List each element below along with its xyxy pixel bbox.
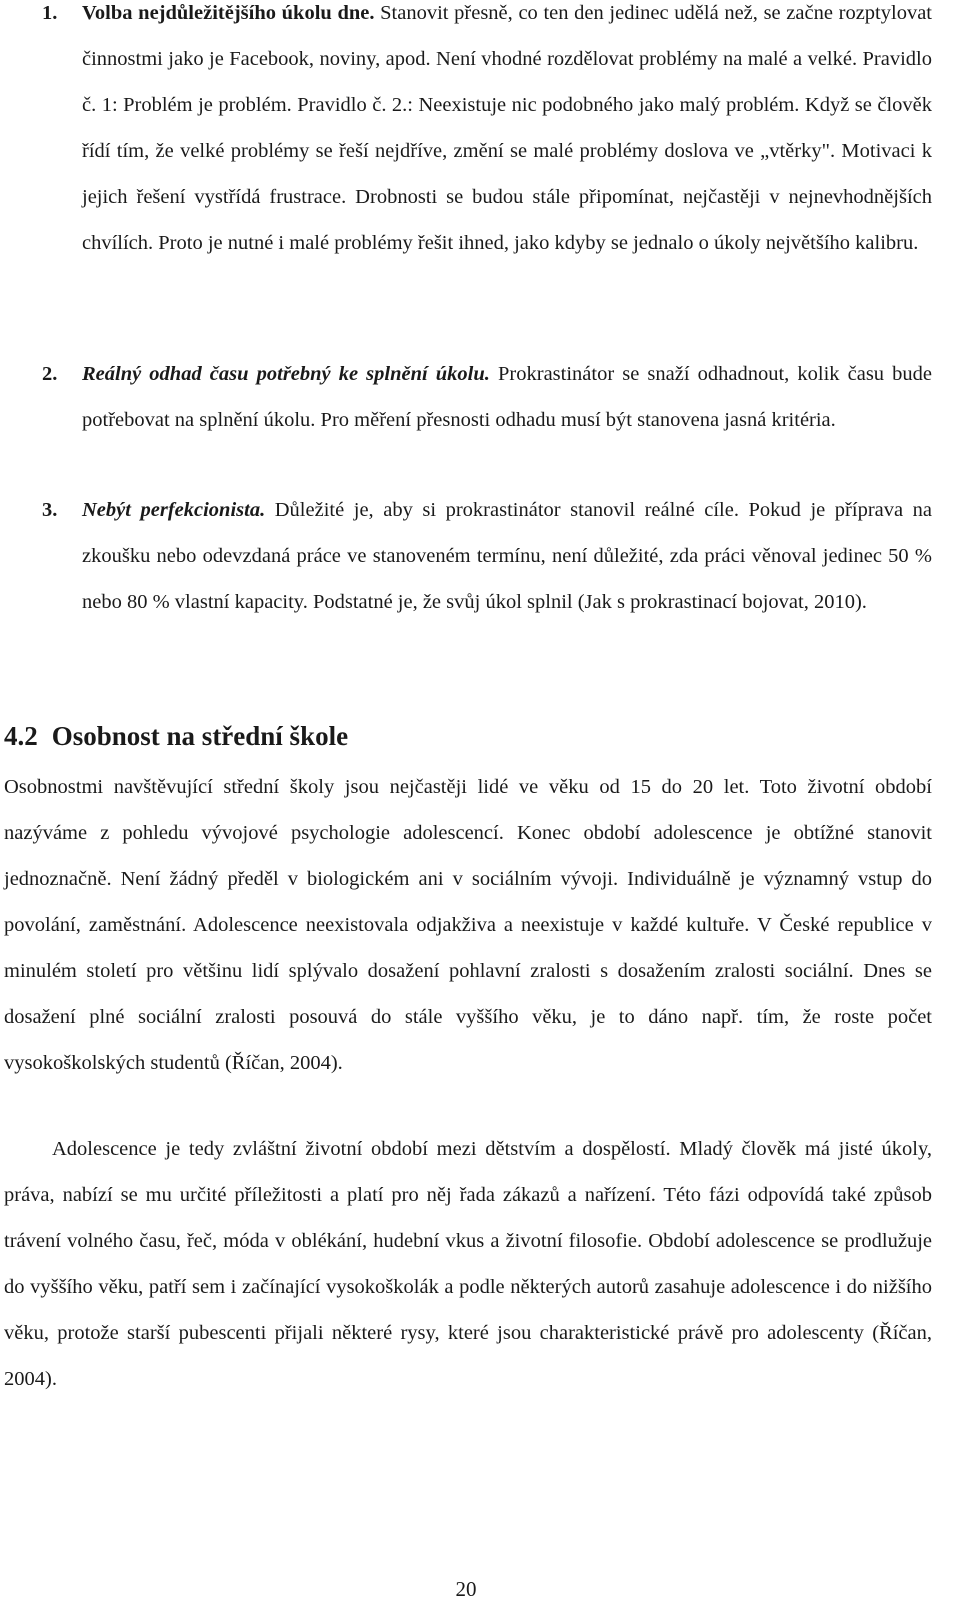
paragraph: Osobnostmi navštěvující střední školy jsou nejčastěji lidé ve věku od 15 do 20 let. Toto životní období nazýváme z pohledu vývojové psychologie adolescencí. Konec období adolescence je obtížné stanovit jednoznačně. Není žádný předěl v biologickém ani v sociálním vývoji. Individuálně je významný vstup do povolání, zaměstnání. Adolescence neexistovala odjakživa a neexistuje v každé kultuře. V České republice v minulém století pro většinu lidí splývalo dosažení pohlavní zralosti s dosažením zralosti sociální. Dnes se dosažení plné sociální zralosti posouvá do stále vyššího věku, je to dáno např. tím, že roste počet vysokoškolských studentů (Říčan, 2004). — [4, 776, 932, 1074]
list-item — [42, 487, 932, 625]
list-item-heading-text: Volba nejdůležitějšího úkolu dne. — [82, 2, 375, 24]
list-item-text: Prokrastinátor se snaží odhadnout, kolik času bude potřebovat na splnění úkolu. Pro měření přesnosti odhadu musí být stanovena jasná kritéria. — [82, 363, 932, 431]
list-item-heading-bold — [82, 2, 374, 24]
list-item-heading: Reálný odhad času potřebný ke splnění úkolu. — [82, 363, 490, 385]
paragraph: Adolescence je tedy zvláštní životní období mezi dětstvím a dospělostí. Mladý člověk má jisté úkoly, práva, nabízí se mu určité příležitosti a platí pro něj řada zákazů a nařízení. Této fázi odpovídá také způsob trávení volného času, řeč, móda v oblékání, hudební vkus a životní filosofie. Období adolescence se prodlužuje do vyššího věku, patří sem i začínající vysokoškolák a podle některých autorů zasahuje adolescence i do nižšího věku, protože starší pubescenti přijali některé rysy, které jsou charakteristické právě pro adolescenty (Říčan, 2004). — [4, 1138, 932, 1390]
list-item-heading — [82, 2, 374, 24]
list-item — [42, 351, 932, 443]
list-item — [42, 0, 932, 266]
list-item-number: 3. — [42, 499, 58, 521]
list-item-heading: Nebýt perfekcionista. — [82, 499, 266, 521]
section-heading — [4, 716, 348, 756]
page-number: 20 — [455, 1577, 477, 1601]
list-item-body — [82, 0, 932, 266]
list-item-number: 2. — [42, 363, 58, 385]
list-item-text: Stanovit přesně, co ten den jedinec udělá než, se začne rozptylovat činnostmi jako je Facebook, noviny, apod. Není vhodné rozdělovat problémy na malé a velké. Pravidlo č. 1: Problém je problém. Pravidlo č. 2.: Neexistuje nic podobného jako malý problém. Když se člověk řídí tím, že velké problémy se řeší nejdříve, změní se malé problémy doslova ve „vtěrky". Motivaci k jejich řešení vystřídá frustrace. Drobnosti se budou stále připomínat, nejčastěji v nejnevhodnějších chvílích. Proto je nutné i malé problémy řešit ihned, jako kdyby se jednalo o úkoly největšího kalibru. — [82, 2, 932, 254]
list-item-text: Důležité je, aby si prokrastinátor stanovil reálné cíle. Pokud je příprava na zkoušku nebo odevzdaná práce ve stanoveném termínu, není důležité, zda práci věnoval jedinec 50 % nebo 80 % vlastní kapacity. Podstatné je, že svůj úkol splnil (Jak s prokrastinací bojovat, 2010). — [82, 499, 932, 613]
section-number: 4.2 — [4, 721, 38, 751]
list-item-body — [82, 351, 932, 443]
section-title: Osobnost na střední škole — [51, 721, 349, 751]
list-item-number: 1. — [42, 2, 58, 24]
list-item-body — [82, 487, 932, 625]
